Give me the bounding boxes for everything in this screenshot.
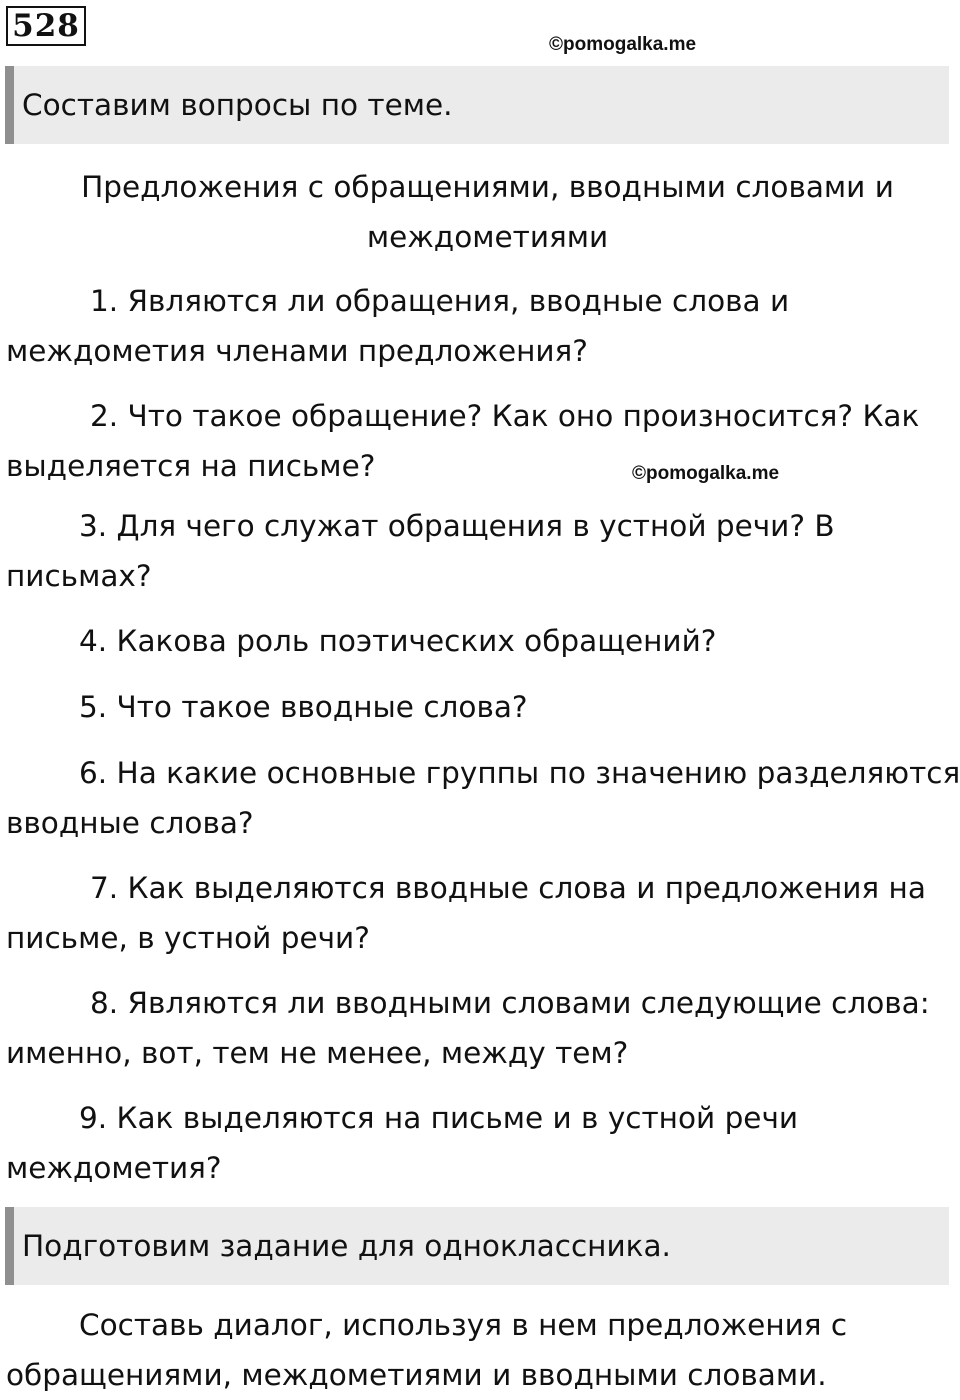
question-3: [6, 501, 960, 601]
classmate-task-line1: Составь диалог, используя в нем предложения с: [79, 1308, 848, 1342]
watermark-middle: ©pomogalka.me: [632, 463, 780, 484]
question-5: [6, 682, 960, 732]
question-9-line2: междометия?: [6, 1151, 222, 1185]
question-2: [6, 391, 960, 491]
question-2-line1: 2. Что такое обращение? Как оно произносится? Как: [90, 399, 920, 433]
question-8-line2: именно, вот, тем не менее, между тем?: [6, 1036, 629, 1070]
question-7-line1: 7. Как выделяются вводные слова и предложения на: [90, 871, 926, 905]
question-2-line2: выделяется на письме?: [6, 449, 376, 483]
question-4-line1: 4. Какова роль поэтических обращений?: [79, 624, 717, 658]
question-1: [6, 276, 960, 376]
question-6-line1: 6. На какие основные группы по значению разделяются: [79, 756, 960, 790]
question-5-line1: 5. Что такое вводные слова?: [79, 690, 528, 724]
question-8: [6, 978, 960, 1078]
question-3-line2: письмах?: [6, 559, 152, 593]
question-9-line1: 9. Как выделяются на письме и в устной речи: [79, 1101, 799, 1135]
watermark-top: ©pomogalka.me: [549, 34, 697, 55]
classmate-task: [6, 1300, 960, 1400]
question-7-line2: письме, в устной речи?: [6, 921, 370, 955]
section-heading-questions: Составим вопросы по теме.: [5, 66, 949, 144]
question-7: [6, 863, 960, 963]
topic-title-line1: Предложения с обращениями, вводными словами и: [81, 170, 894, 204]
classmate-task-line2: обращениями, междометиями и вводными словами.: [6, 1358, 827, 1392]
topic-title: [0, 162, 960, 262]
question-8-line1: 8. Являются ли вводными словами следующие слова:: [90, 986, 930, 1020]
question-6-line2: вводные слова?: [6, 806, 254, 840]
section-heading-task: Подготовим задание для одноклассника.: [5, 1207, 949, 1285]
question-3-line1: 3. Для чего служат обращения в устной речи? В: [79, 509, 835, 543]
question-9: [6, 1093, 960, 1193]
question-6: [6, 748, 960, 848]
topic-title-line2: междометиями: [366, 220, 609, 254]
question-1-line1: 1. Являются ли обращения, вводные слова и: [90, 284, 790, 318]
task-number-box: 528: [6, 6, 86, 46]
question-4: [6, 616, 960, 666]
question-1-line2: междометия членами предложения?: [6, 334, 588, 368]
